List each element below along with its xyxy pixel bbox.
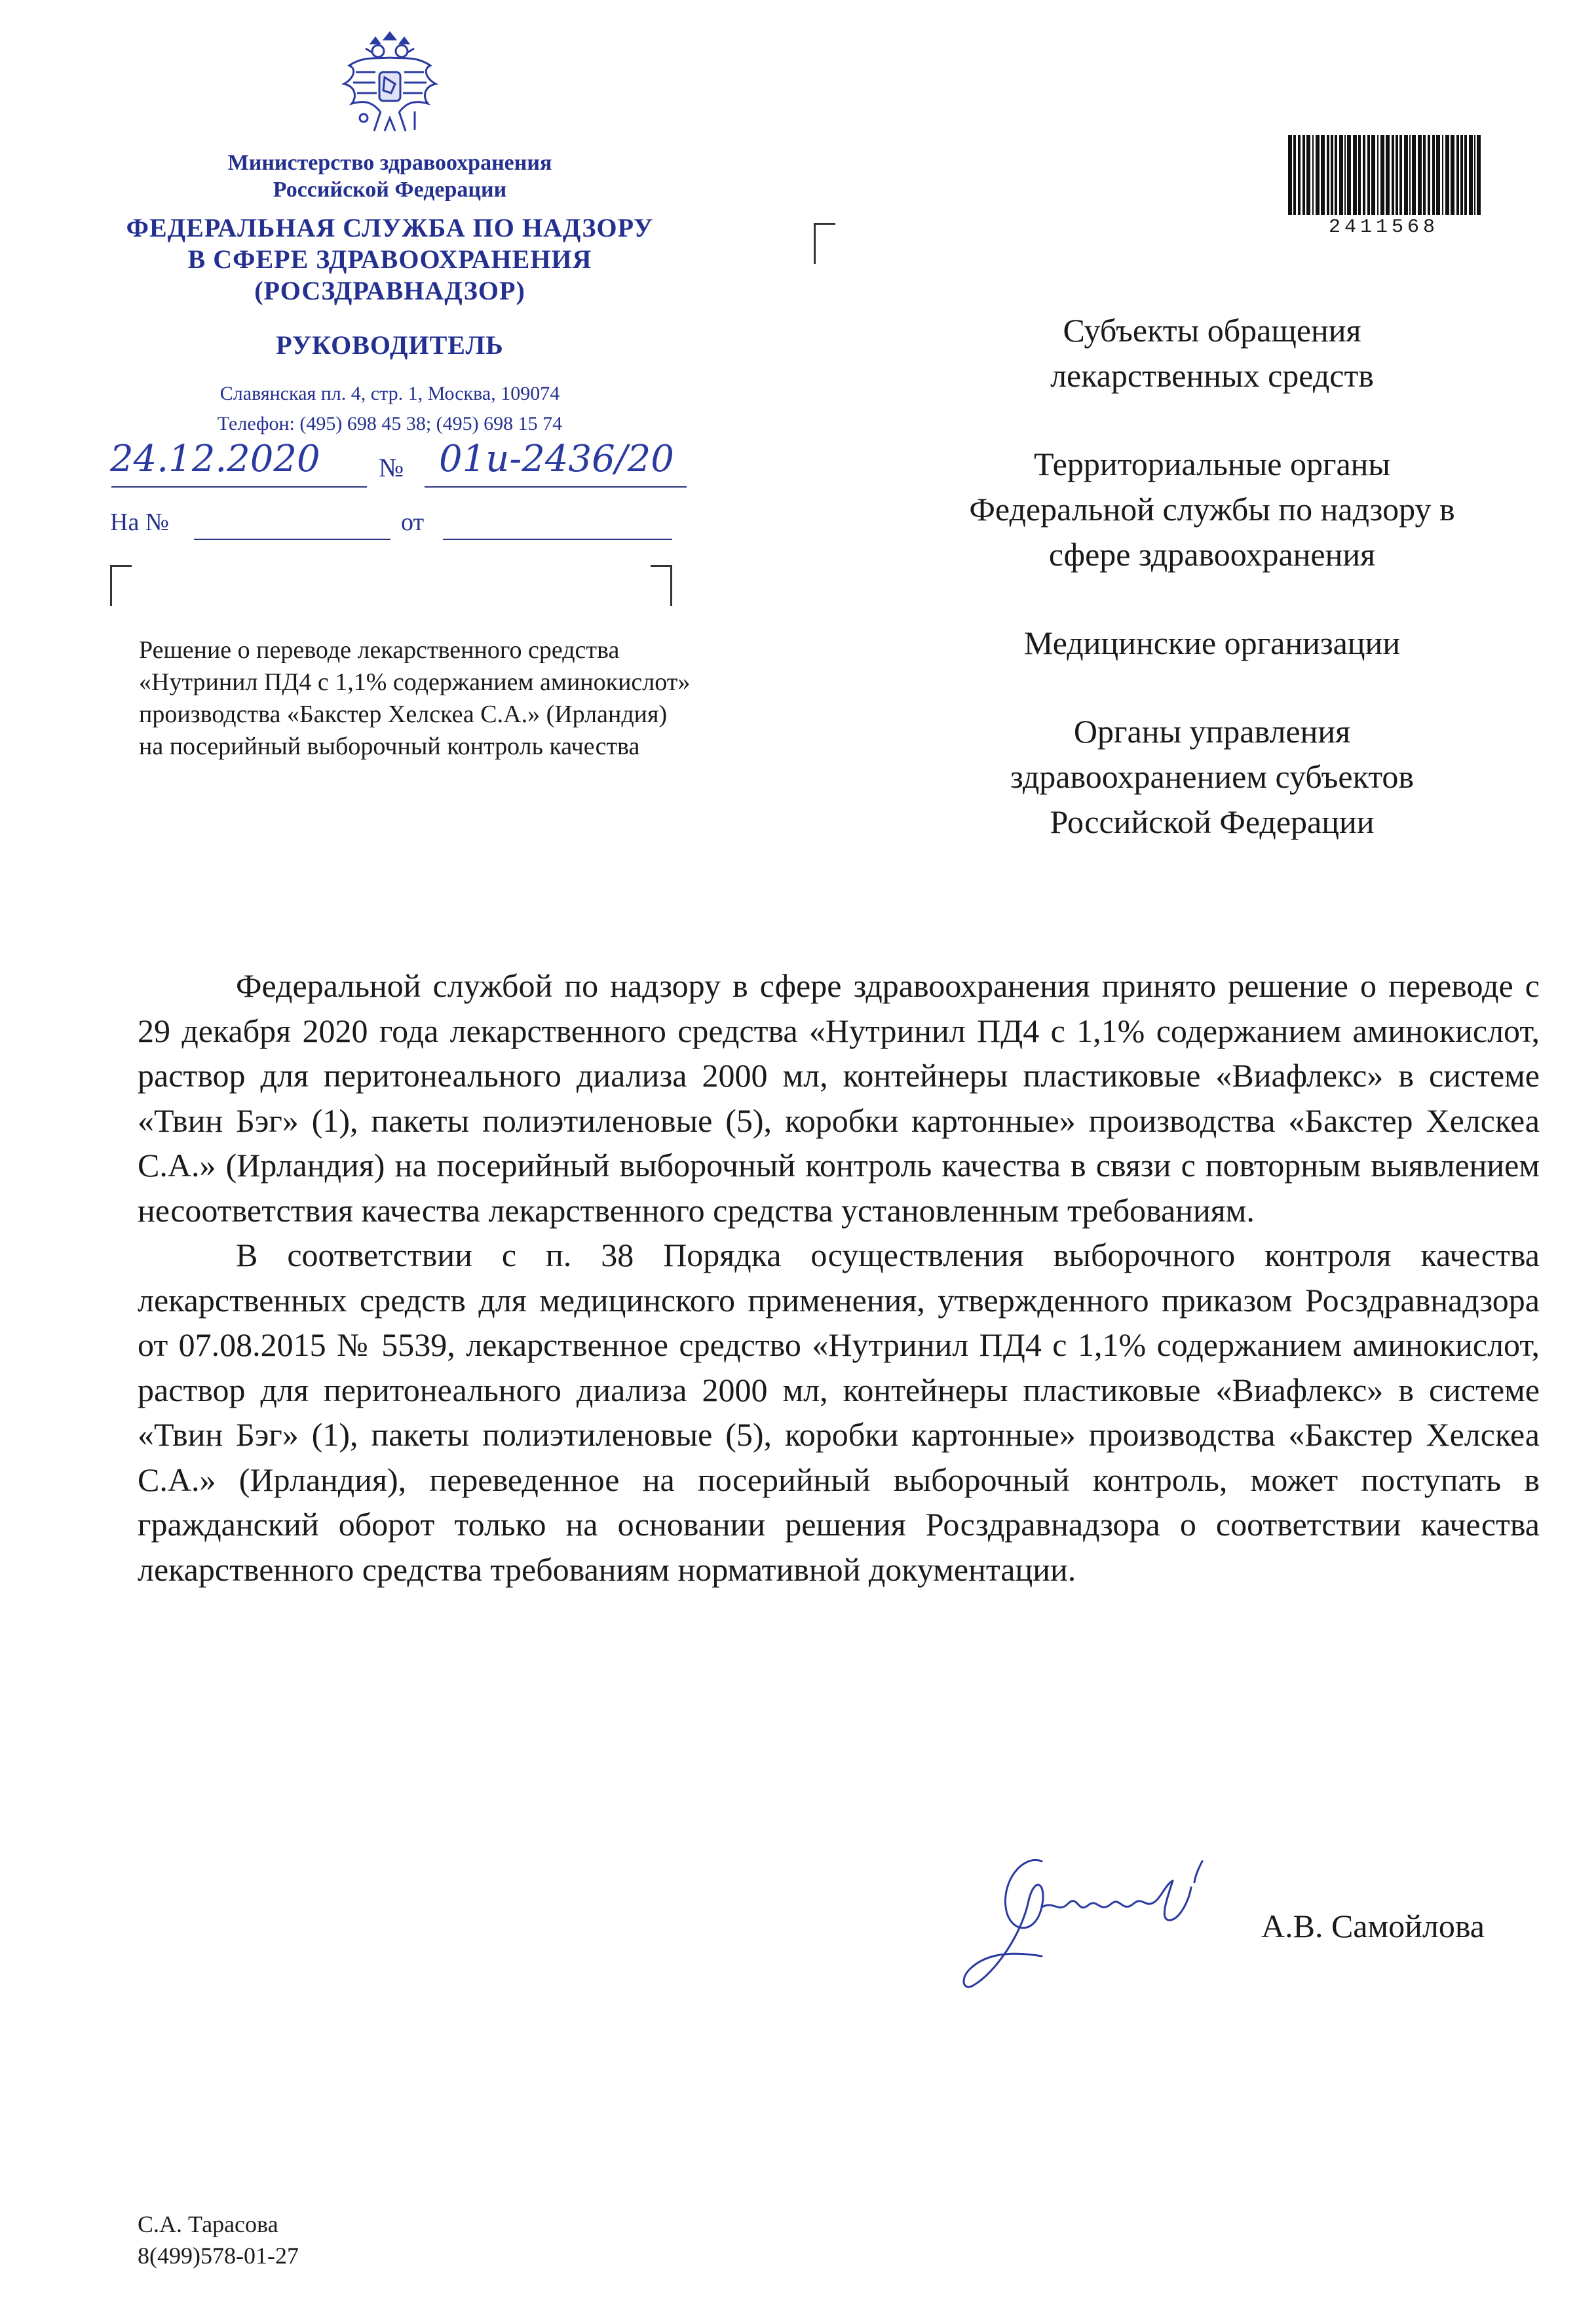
corner-mark-right [651,565,672,606]
barcode-bar [1451,135,1454,215]
barcode-bar [1371,135,1375,215]
barcode-bar [1409,135,1411,215]
barcode-bar [1477,135,1481,215]
subject-line-3: производства «Бакстер Хелскеа С.А.» (Ирландия) [139,701,668,728]
recipient-group [884,442,1540,577]
barcode-bar [1380,135,1384,215]
barcode-bar [1363,135,1365,215]
executor-block [138,2208,299,2271]
body-paragraph-1: Федеральной службой по надзору в сфере здравоохранения принято решение о переводе с 29 декабря 2020 года лекарственного средства «Нутринил ПД4 с 1,1% содержанием аминокислот, раствор для перитонеального диализа 2000 мл, контейнеры пластиковые «Виафлекс» в системе «Твин Бэг» (1), пакеты полиэтиленовые (5), коробки картонные» производства «Бакстер Хелскеа С.А.» (Ирландия) на посерийный выборочный контроль качества в связи с повторным выявлением несоответствия качества лекарственного средства установленным требованиям. [138,967,1540,1229]
recipient-line: Органы управления [1073,713,1351,750]
recipient-line: здравоохранением субъектов [1010,758,1415,795]
handwritten-signature [943,1822,1310,1999]
subject-line-4: на посерийный выборочный контроль качества [139,733,640,760]
barcode-bar [1442,135,1443,215]
recipient-group [884,621,1540,666]
corner-mark-left [110,565,132,606]
executor-phone: 8(499)578-01-27 [138,2243,299,2269]
recipient-line: Медицинские организации [1023,625,1401,661]
recipient-line: сфере здравоохранения [1048,536,1376,573]
ministry-line-1: Министерство здравоохранения [227,151,552,175]
barcode-bar [1367,135,1370,215]
coat-of-arms-icon [337,20,442,141]
barcode-number: 2411568 [1328,216,1439,239]
barcode-bar [1432,135,1435,215]
recipient-line: Российской Федерации [1050,803,1375,840]
body-paragraph-2: В соответствии с п. 38 Порядка осуществления выборочного контроля качества лекарственных средств для медицинского применения, утвержденного приказом Росздравнадзора от 07.08.2015 № 5539, лекарственное средство «Нутринил ПД4 с 1,1% содержанием аминокислот, раствор для перитонеального диализа 2000 мл, контейнеры пластиковые «Виафлекс» в системе «Твин Бэг» (1), пакеты полиэтиленовые (5), коробки картонные» производства «Бакстер Хелскеа С.А.» (Ирландия), переведенное на посерийный выборочный контроль, может поступать в гражданский оборот только на основании решения Росздравнадзора о соответствии качества лекарственного средства требованиям нормативной документации. [138,1237,1540,1588]
reference-from-label: от [401,509,425,536]
barcode-bar [1399,135,1402,215]
recipient-group [884,308,1540,398]
subject [139,634,846,763]
barcode-bar [1396,135,1398,215]
executor-name: С.А. Тарасова [138,2211,278,2237]
letter-body [138,963,1540,1592]
barcode-bar [1386,135,1390,215]
service-line-2: В СФЕРЕ ЗДРАВООХРАНЕНИЯ [187,244,592,274]
barcode-bar [1339,135,1343,215]
barcode-bar [1306,135,1310,215]
barcode-bar [1469,135,1473,215]
barcode-bar [1428,135,1430,215]
barcode-bar [1358,135,1361,215]
recipients [884,308,1540,888]
address-block [52,379,727,439]
recipient-line: Субъекты обращения [1063,312,1361,349]
recipient-group [884,709,1540,845]
barcode-bar [1464,135,1467,215]
ministry-line-2: Российской Федерации [273,178,507,202]
barcode-bar [1347,135,1351,215]
barcode-bar [1456,135,1459,215]
barcode-bar [1302,135,1305,215]
barcode [1285,135,1482,215]
barcode-bar [1344,135,1346,215]
barcode-bar [1353,135,1357,215]
corner-mark-recipients [814,223,835,264]
phone: Телефон: (495) 698 45 38; (495) 698 15 74 [217,413,563,434]
barcode-bar [1412,135,1416,215]
barcode-bar [1288,135,1292,215]
registration-date: 24.12.2020 [110,438,320,480]
barcode-bar [1298,135,1301,215]
barcode-bar [1392,135,1394,215]
barcode-bar [1404,135,1408,215]
address: Славянская пл. 4, стр. 1, Москва, 109074 [219,383,560,404]
barcode-bar [1418,135,1422,215]
barcode-bar [1327,135,1329,215]
service-name [52,212,727,307]
barcode-bar [1335,135,1337,215]
barcode-bar [1445,135,1449,215]
reference-label: На № [110,509,170,536]
barcode-bar [1312,135,1314,215]
recipient-line: Территориальные органы [1033,446,1391,482]
ministry-name [52,149,727,203]
number-sign: № [379,453,404,482]
barcode-bar [1377,135,1378,215]
barcode-bar [1423,135,1426,215]
signatory-name: А.В. Самойлова [1261,1908,1485,1944]
service-line-1: ФЕДЕРАЛЬНАЯ СЛУЖБА ПО НАДЗОРУ [126,213,654,242]
position-title: РУКОВОДИТЕЛЬ [276,330,504,360]
barcode-bar [1321,135,1325,215]
barcode-bar [1474,135,1475,215]
barcode-bar [1293,135,1296,215]
recipient-line: Федеральной службы по надзору в [969,491,1455,528]
service-line-3: (РОСЗДРАВНАДЗОР) [254,276,525,305]
barcode-bar [1436,135,1440,215]
recipient-line: лекарственных средств [1050,357,1374,394]
barcode-bar [1331,135,1333,215]
registration-number: 01и-2436/20 [439,438,674,480]
subject-line-2: «Нутринил ПД4 с 1,1% содержанием аминокислот» [139,668,691,696]
subject-line-1: Решение о переводе лекарственного средства [139,636,620,664]
barcode-bar [1316,135,1320,215]
barcode-bar [1460,135,1463,215]
